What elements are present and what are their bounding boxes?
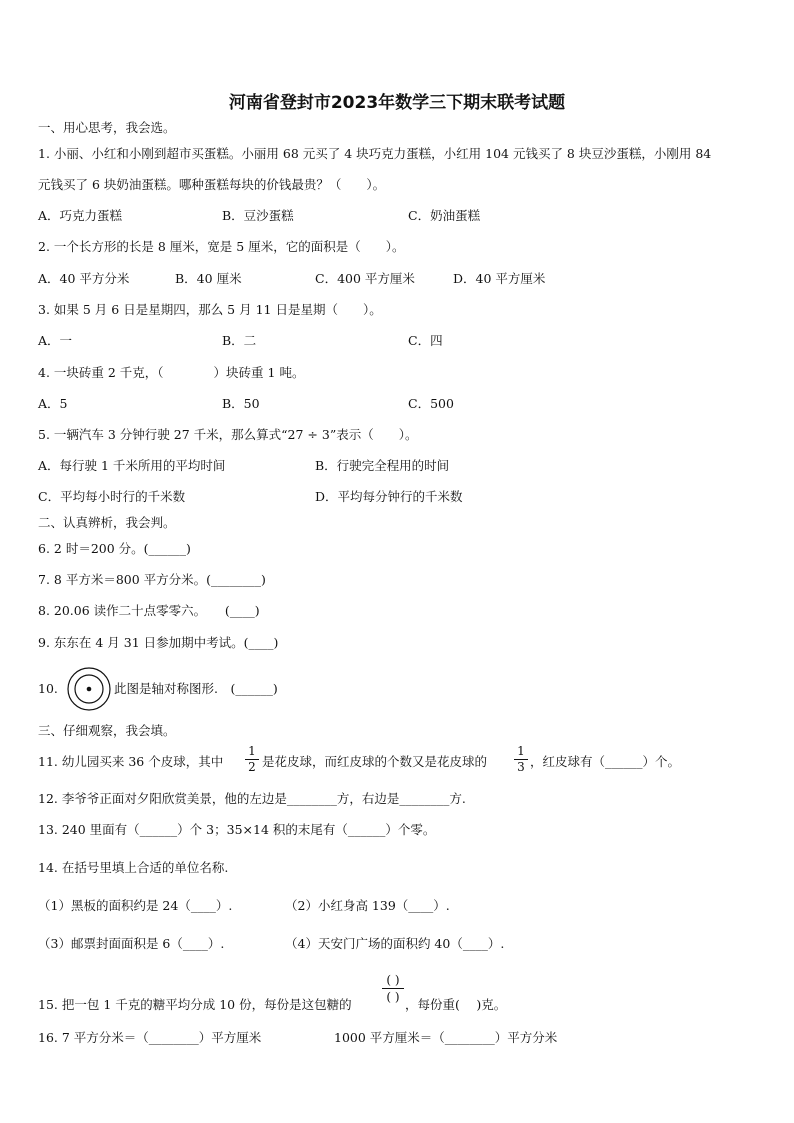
question-14-item-3: （3）邮票封面面积是 6（____）. xyxy=(38,936,225,951)
question-3-option-b: B．二 xyxy=(222,333,257,348)
question-2: 2. 一个长方形的长是 8 厘米，宽是 5 厘米，它的面积是（ ）。 xyxy=(38,239,405,254)
fraction-denominator: 3 xyxy=(517,760,525,774)
fraction-numerator: 1 xyxy=(248,744,256,758)
question-8: 8. 20.06 读作二十点零零六。 (____) xyxy=(38,603,260,618)
question-14-item-2: （2）小红身高 139（____）. xyxy=(285,898,450,913)
question-2-option-b: B．40 厘米 xyxy=(175,271,242,286)
question-14-item-1: （1）黑板的面积约是 24（____）. xyxy=(38,898,233,913)
question-3: 3. 如果 5 月 6 日是星期四，那么 5 月 11 日是星期（ ）。 xyxy=(38,302,382,317)
question-4-option-a: A．5 xyxy=(38,396,68,411)
blank-fraction-denominator: ( ) xyxy=(386,990,400,1004)
question-4: 4. 一块砖重 2 千克，（ ）块砖重 1 吨。 xyxy=(38,365,305,380)
question-10-text: 此图是轴对称图形. (______) xyxy=(114,681,278,696)
question-11-part-2: 是花皮球，而红皮球的个数又是花皮球的 xyxy=(262,754,488,769)
question-5-option-d: D．平均每分钟行的千米数 xyxy=(315,489,463,504)
question-1-option-a: A．巧克力蛋糕 xyxy=(38,208,123,223)
fraction-one-third xyxy=(514,745,528,774)
fraction-one-half xyxy=(245,745,259,774)
page-title: 河南省登封市2023年数学三下期末联考试题 xyxy=(228,93,566,113)
section-heading-3: 三、仔细观察，我会填。 xyxy=(38,723,176,738)
question-16-part-b: 1000 平方厘米＝（________）平方分米 xyxy=(334,1030,558,1045)
question-14: 14. 在括号里填上合适的单位名称. xyxy=(38,860,229,875)
question-5: 5. 一辆汽车 3 分钟行驶 27 千米，那么算式“27 ÷ 3”表示（ ）。 xyxy=(38,427,418,442)
question-3-option-c: C．四 xyxy=(408,333,443,348)
question-1-line-1: 1. 小丽、小红和小刚到超市买蛋糕。小丽用 68 元买了 4 块巧克力蛋糕，小红用 104 元钱买了 8 块豆沙蛋糕，小刚用 84 xyxy=(38,146,712,161)
question-10-number: 10. xyxy=(38,681,58,696)
question-7: 7. 8 平方米＝800 平方分米。(________) xyxy=(38,572,266,587)
question-13: 13. 240 里面有（______）个 3；35×14 积的末尾有（______）个零。 xyxy=(38,822,436,837)
question-15-part-1: 15. 把一包 1 千克的糖平均分成 10 份，每份是这包糖的 xyxy=(38,997,352,1012)
question-2-option-a: A．40 平方分米 xyxy=(38,271,130,286)
fraction-numerator: 1 xyxy=(517,744,525,758)
question-3-option-a: A．一 xyxy=(38,333,73,348)
question-1-option-c: C．奶油蛋糕 xyxy=(408,208,481,223)
question-15-part-2: ，每份重( )克。 xyxy=(405,997,507,1012)
question-9: 9. 东东在 4 月 31 日参加期中考试。(____) xyxy=(38,635,279,650)
question-5-option-b: B．行驶完全程用的时间 xyxy=(315,458,450,473)
question-12: 12. 李爷爷正面对夕阳欣赏美景，他的左边是________方，右边是________方. xyxy=(38,791,466,806)
question-4-option-c: C．500 xyxy=(408,396,454,411)
question-4-option-b: B．50 xyxy=(222,396,260,411)
concentric-circles-figure xyxy=(66,666,112,712)
fraction-denominator: 2 xyxy=(248,760,256,774)
question-5-option-c: C．平均每小时行的千米数 xyxy=(38,489,186,504)
question-5-option-a: A．每行驶 1 千米所用的平均时间 xyxy=(38,458,226,473)
question-2-option-d: D．40 平方厘米 xyxy=(453,271,546,286)
question-16-part-a: 16. 7 平方分米＝（________）平方厘米 xyxy=(38,1030,262,1045)
blank-fraction-numerator: ( ) xyxy=(386,973,400,987)
question-2-option-c: C．400 平方厘米 xyxy=(315,271,415,286)
section-heading-2: 二、认真辨析，我会判。 xyxy=(38,515,176,530)
question-1-option-b: B．豆沙蛋糕 xyxy=(222,208,294,223)
question-14-item-4: （4）天安门广场的面积约 40（____）. xyxy=(285,936,505,951)
blank-fraction xyxy=(382,974,404,1003)
question-11-part-3: ，红皮球有（______）个。 xyxy=(530,754,681,769)
question-11-part-1: 11. 幼儿园买来 36 个皮球，其中 xyxy=(38,754,224,769)
question-1-line-2: 元钱买了 6 块奶油蛋糕。哪种蛋糕每块的价钱最贵？（ ）。 xyxy=(38,177,386,192)
section-heading-1: 一、用心思考，我会选。 xyxy=(38,120,176,135)
question-6: 6. 2 时＝200 分。(______) xyxy=(38,541,191,556)
